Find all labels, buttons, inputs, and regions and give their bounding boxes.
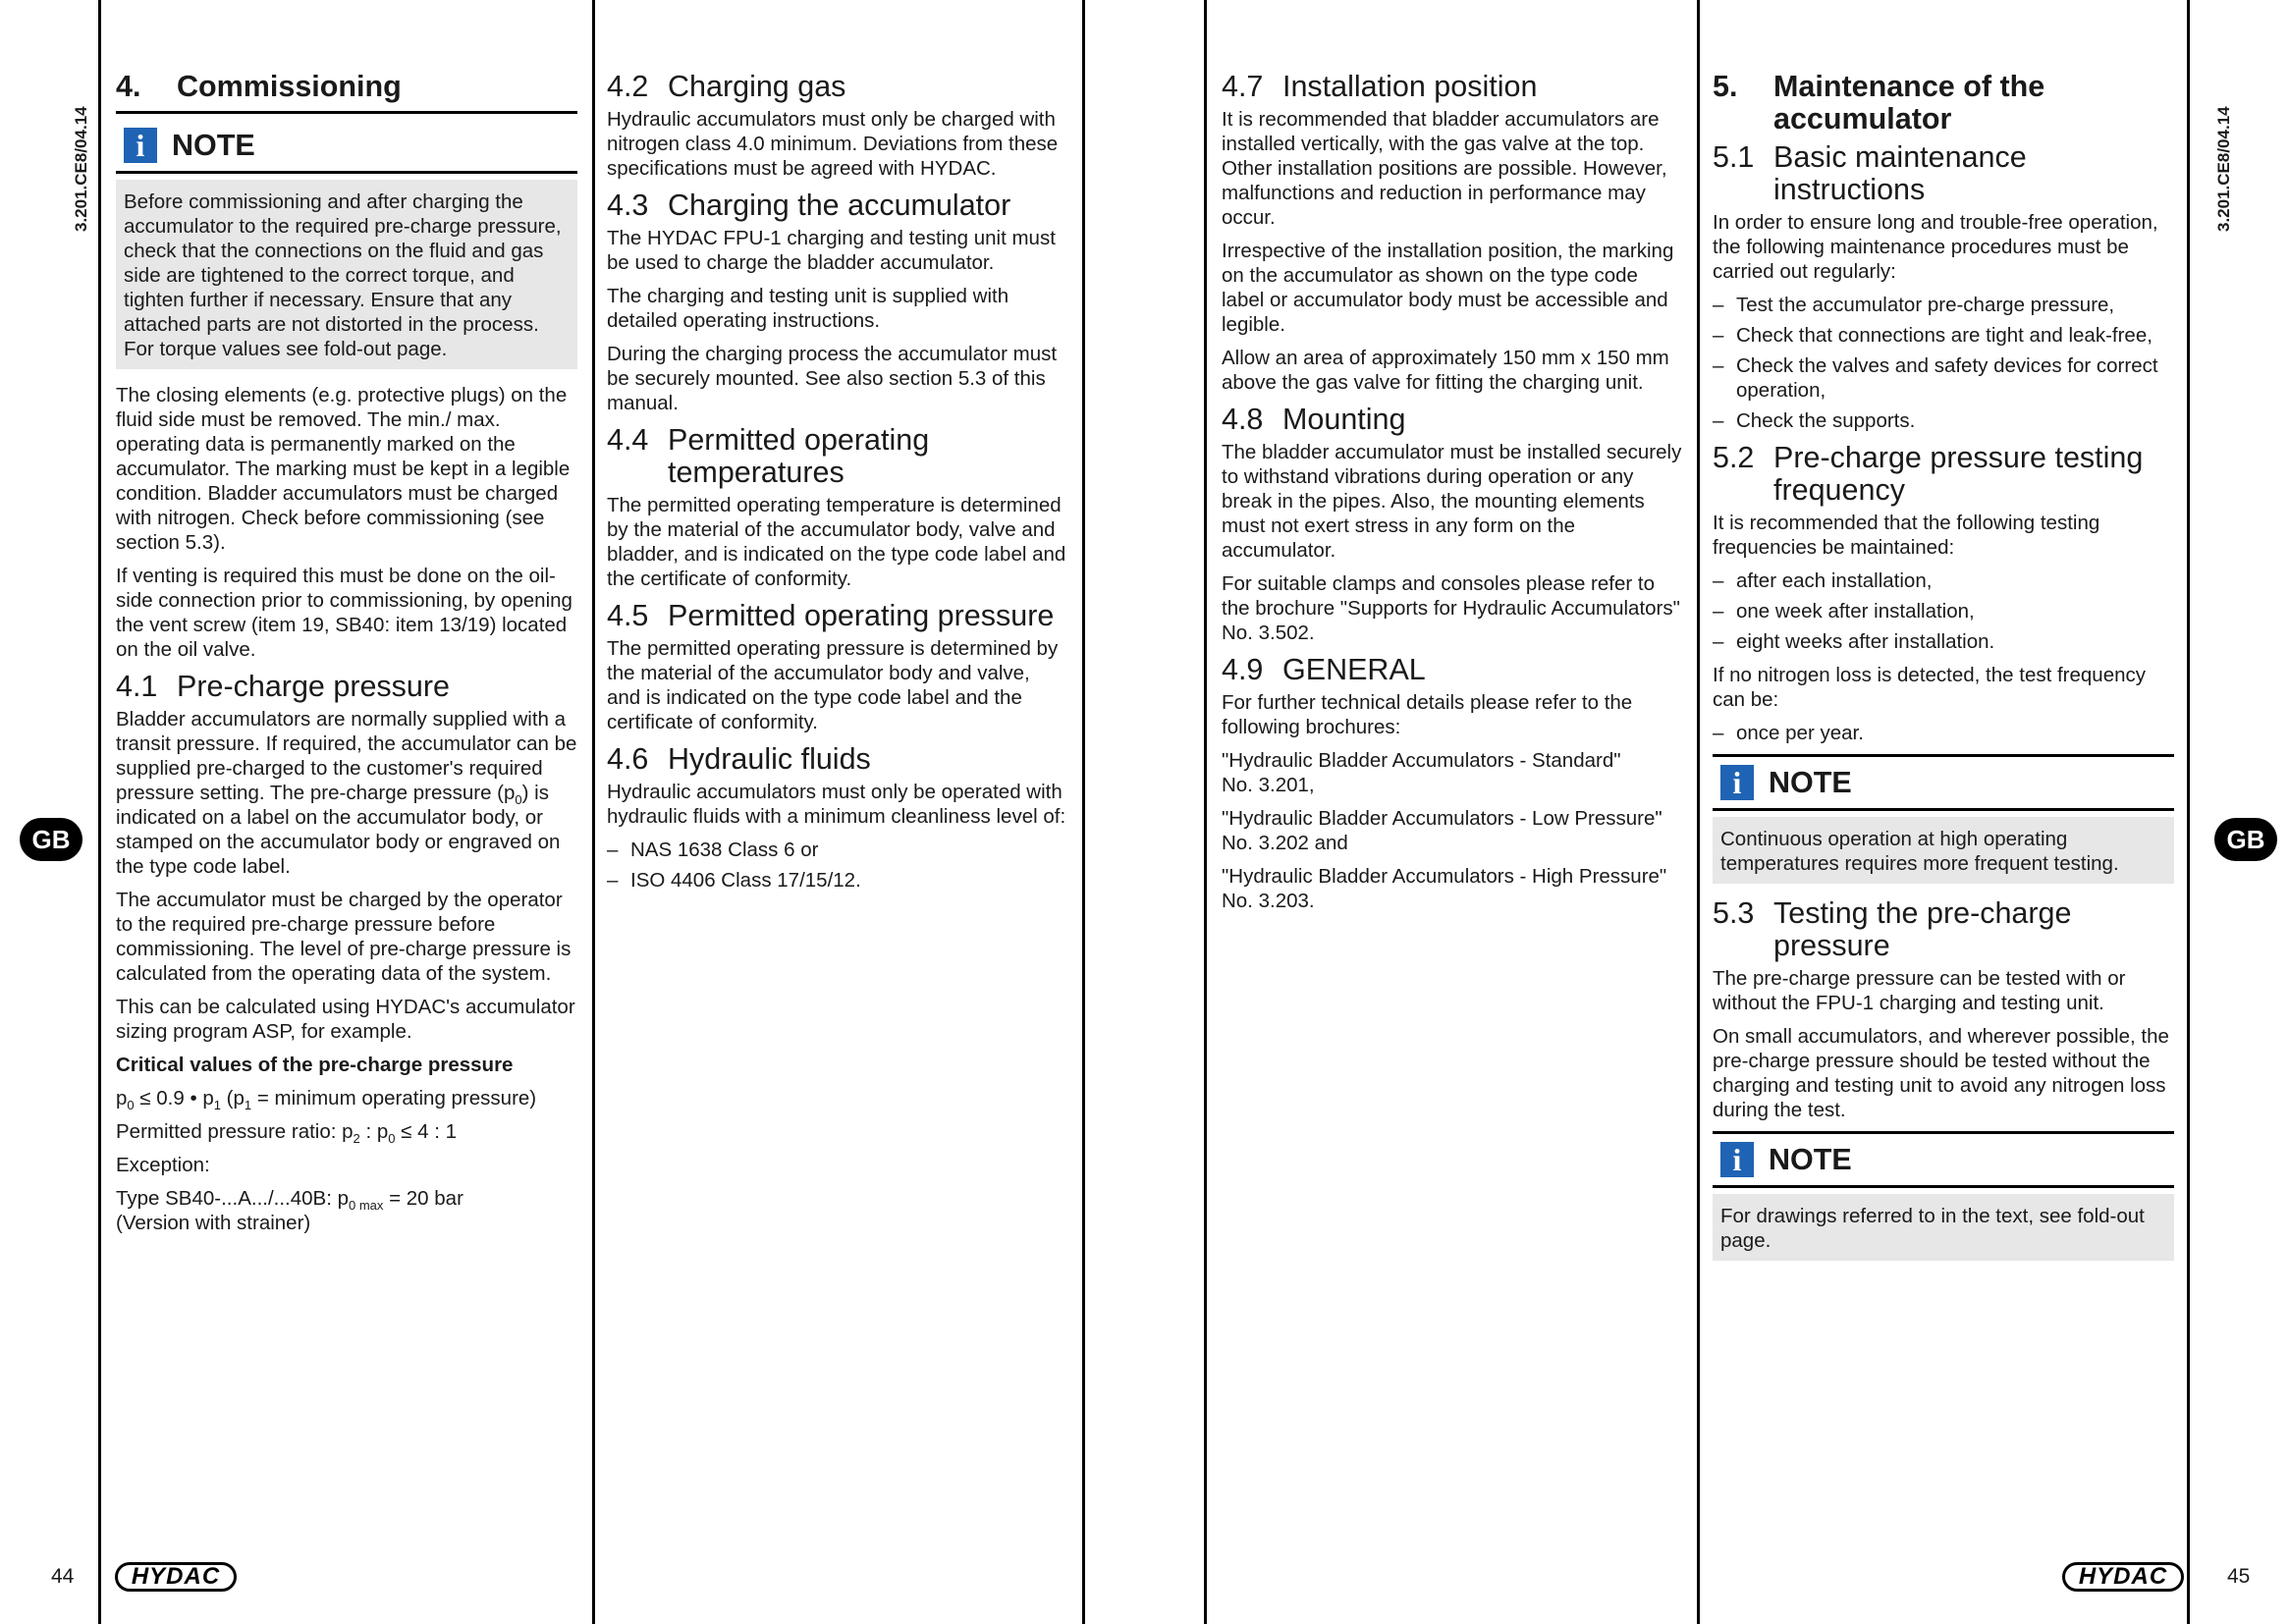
section-heading-4-1 — [116, 671, 577, 703]
section-title: Maintenance of the accumulator — [1773, 70, 2045, 135]
note-header — [1713, 754, 2174, 811]
section-heading-5 — [1713, 71, 2174, 135]
paragraph: Hydraulic accumulators must only be operated with hydraulic fluids with a minimum cleanliness level of: — [607, 781, 1066, 828]
brochure-number: No. 3.203. — [1222, 890, 1315, 912]
note-label: NOTE — [1769, 765, 1852, 799]
list-item: – Check the valves and safety devices for correct operation, — [1713, 353, 2174, 403]
formula: $p_0 \le 0.9$ • $p_1$ ($p_1$ = minimum operating pressure) — [116, 1087, 537, 1113]
paragraph: The closing elements (e.g. protective plugs) on the fluid side must be removed. The min./ max. operating data is permanently marked on the accumulator. The marking must be kept in a legible condition. Bladder accumulators must be charged with nitrogen. Check before commissioning (see section 5.3). — [116, 384, 571, 554]
note-text: Before commissioning and after charging the accumulator to the required pre-charge pressure, check that the connections on the fluid and gas side are tightened to the correct torque, and tighten further if necessary. Ensure that any attached parts are not distorted in the process. — [124, 190, 562, 336]
list-item: – Check that connections are tight and leak-free, — [1713, 323, 2174, 348]
section-heading-4-3: 4.3 Charging the accumulator — [607, 189, 1011, 222]
section-number: 4.1 — [116, 670, 158, 703]
column-rule — [2187, 0, 2190, 1624]
paragraph: Allow an area of approximately 150 mm x 150 mm above the gas valve for fitting the charging unit. — [1222, 347, 1669, 394]
brochure-title: "Hydraulic Bladder Accumulators - High Pressure" — [1222, 865, 1667, 888]
paragraph: The bladder accumulator must be installed securely to withstand vibrations during operation or any break in the pipes. Also, the mounting elements must not exert stress in any form on the accumulator. — [1222, 441, 1682, 562]
brochure-title: "Hydraulic Bladder Accumulators - Low Pressure" — [1222, 807, 1662, 830]
list-item: – ISO 4406 Class 17/15/12. — [607, 868, 1068, 893]
column-rule — [592, 0, 595, 1624]
hydac-logo — [115, 1562, 237, 1592]
list-item: – NAS 1638 Class 6 or — [607, 838, 1068, 862]
section-heading-5-1: 5.1 Basic maintenance instructions — [1713, 140, 2027, 206]
frequency-list — [1713, 568, 2174, 654]
paragraph: For suitable clamps and consoles please refer to the brochure "Supports for Hydraulic Accumulators" — [1222, 572, 1680, 620]
column-rule — [98, 0, 101, 1624]
section-heading-4-6: 4.6 Hydraulic fluids — [607, 742, 871, 776]
logo-text: HYDAC — [2078, 1563, 2168, 1590]
note-box — [1713, 1194, 2174, 1261]
section-heading-5-2: 5.2 Pre-charge pressure testing frequency — [1713, 441, 2144, 507]
fluid-list — [607, 838, 1068, 893]
formula: Permitted pressure ratio: $p_2$ : $p_0 \le 4$ : 1 — [116, 1120, 458, 1147]
list-item: – after each installation, — [1713, 568, 2174, 593]
note-header — [116, 120, 577, 174]
logo-text: HYDAC — [131, 1563, 221, 1590]
doc-code-left: 3.201.CE8/04.14 — [72, 106, 90, 232]
list-item: – once per year. — [1713, 721, 2174, 745]
hydac-logo — [2062, 1562, 2184, 1592]
paragraph: Hydraulic accumulators must only be charged with nitrogen class 4.0 minimum. Deviations from these specifications must be agreed with HYDAC. — [607, 108, 1059, 180]
section-heading-4 — [116, 71, 577, 114]
section-heading-4-2: 4.2 Charging gas — [607, 70, 846, 103]
maintenance-list — [1713, 293, 2174, 433]
section-title: Pre-charge pressure — [177, 670, 451, 703]
info-icon: i — [124, 128, 157, 163]
paragraph: On small accumulators, and wherever possible, the pre-charge pressure should be tested without the charging and testing unit to avoid any nitrogen loss during the test. — [1713, 1025, 2169, 1121]
section-heading-4-5: 4.5 Permitted operating pressure — [607, 599, 1055, 632]
section-heading-4-4: 4.4 Permitted operating temperatures — [607, 423, 930, 489]
subheading: Critical values of the pre-charge pressure — [116, 1054, 514, 1076]
list-item: – Test the accumulator pre-charge pressure, — [1713, 293, 2174, 317]
language-badge-left: GB — [20, 818, 82, 861]
column-rule — [1204, 0, 1207, 1624]
brochure-number: No. 3.202 and — [1222, 832, 1348, 854]
paragraph: It is recommended that bladder accumulators are installed vertically, with the gas valve at the top. Other installation positions are possible. However, malfunctions and reduction in performance may occur. — [1222, 108, 1667, 229]
paragraph: If venting is required this must be done on the oil-side connection prior to commissioning, by opening the vent screw (item 19, SB40: item 13/19) located on the oil valve. — [116, 565, 572, 661]
column-rule — [1082, 0, 1085, 1624]
page-number-right: 45 — [2227, 1565, 2251, 1588]
page-number-left: 44 — [51, 1565, 75, 1588]
section-heading-4-7: 4.7 Installation position — [1222, 70, 1538, 103]
list-item: – eight weeks after installation. — [1713, 629, 2174, 654]
info-icon: i — [1720, 1142, 1754, 1177]
paragraph: No. 3.502. — [1222, 622, 1315, 644]
column-4 — [1713, 71, 2174, 1274]
column-3 — [1222, 71, 1683, 922]
paragraph: The accumulator must be charged by the operator to the required pre-charge pressure before commissioning. The level of pre-charge pressure is calculated from the operating data of the system. — [116, 889, 572, 985]
note-text: For drawings referred to in the text, see fold-out page. — [1720, 1205, 2145, 1252]
brochure-number: No. 3.201, — [1222, 774, 1315, 796]
paragraph: The permitted operating temperature is determined by the material of the accumulator body, valve and bladder, and is indicated on the type code label and the certificate of conformity. — [607, 494, 1066, 590]
list-item: – one week after installation, — [1713, 599, 2174, 623]
section-heading-4-8: 4.8 Mounting — [1222, 403, 1406, 436]
paragraph: It is recommended that the following testing frequencies be maintained: — [1713, 512, 2100, 559]
info-icon: i — [1720, 765, 1754, 800]
section-number: 5. — [1713, 70, 1738, 103]
paragraph: During the charging process the accumulator must be securely mounted. See also section 5.3 of this manual. — [607, 343, 1058, 414]
language-badge-right: GB — [2214, 818, 2277, 861]
paragraph: If no nitrogen loss is detected, the test frequency can be: — [1713, 664, 2147, 711]
section-heading-5-3: 5.3 Testing the pre-charge pressure — [1713, 896, 2072, 962]
paragraph: (Version with strainer) — [116, 1212, 311, 1234]
note-text: For torque values see fold-out page. — [124, 338, 448, 360]
formula: Type SB40-...A.../...40B: $p_{0 max} = 20$ bar — [116, 1187, 463, 1214]
column-rule — [1697, 0, 1700, 1624]
brochure-title: "Hydraulic Bladder Accumulators - Standard" — [1222, 749, 1621, 772]
paragraph: The pre-charge pressure can be tested with or without the FPU-1 charging and testing unit. — [1713, 967, 2126, 1014]
paragraph: The permitted operating pressure is determined by the material of the accumulator body and valve, and is indicated on the type code label and the certificate of conformity. — [607, 637, 1059, 733]
paragraph: For further technical details please refer to the following brochures: — [1222, 691, 1633, 738]
paragraph: Bladder accumulators are normally supplied with a transit pressure. If required, the accumulator can be supplied pre-charged to the customer's required pressure setting. The pre-charge pressure $(p_0)$ is indicated on a label on the accumulator body, or stamped on the accumulator body or engraved on the type code label. — [116, 708, 577, 878]
doc-code-right: 3.201.CE8/04.14 — [2214, 106, 2233, 232]
frequency-list-2 — [1713, 721, 2174, 745]
list-item: – Check the supports. — [1713, 408, 2174, 433]
note-text: Continuous operation at high operating temperatures requires more frequent testing. — [1720, 828, 2119, 875]
paragraph: In order to ensure long and trouble-free operation, the following maintenance procedures must be carried out regularly: — [1713, 211, 2158, 283]
note-label: NOTE — [172, 128, 255, 162]
section-heading-4-9: 4.9 GENERAL — [1222, 653, 1426, 686]
note-header — [1713, 1131, 2174, 1188]
note-box — [116, 180, 577, 369]
paragraph: Exception: — [116, 1154, 210, 1176]
note-box — [1713, 817, 2174, 884]
paragraph: Irrespective of the installation position, the marking on the accumulator as shown on the type code label or accumulator body must be accessible and legible. — [1222, 240, 1674, 336]
section-number: 4. — [116, 70, 141, 103]
paragraph: This can be calculated using HYDAC's accumulator sizing program ASP, for example. — [116, 996, 575, 1043]
paragraph: The charging and testing unit is supplied with detailed operating instructions. — [607, 285, 1009, 332]
paragraph: The HYDAC FPU-1 charging and testing unit must be used to charge the bladder accumulator. — [607, 227, 1056, 274]
column-2 — [607, 71, 1068, 901]
column-1 — [116, 71, 577, 1244]
note-label: NOTE — [1769, 1142, 1852, 1176]
section-title: Commissioning — [177, 70, 402, 103]
